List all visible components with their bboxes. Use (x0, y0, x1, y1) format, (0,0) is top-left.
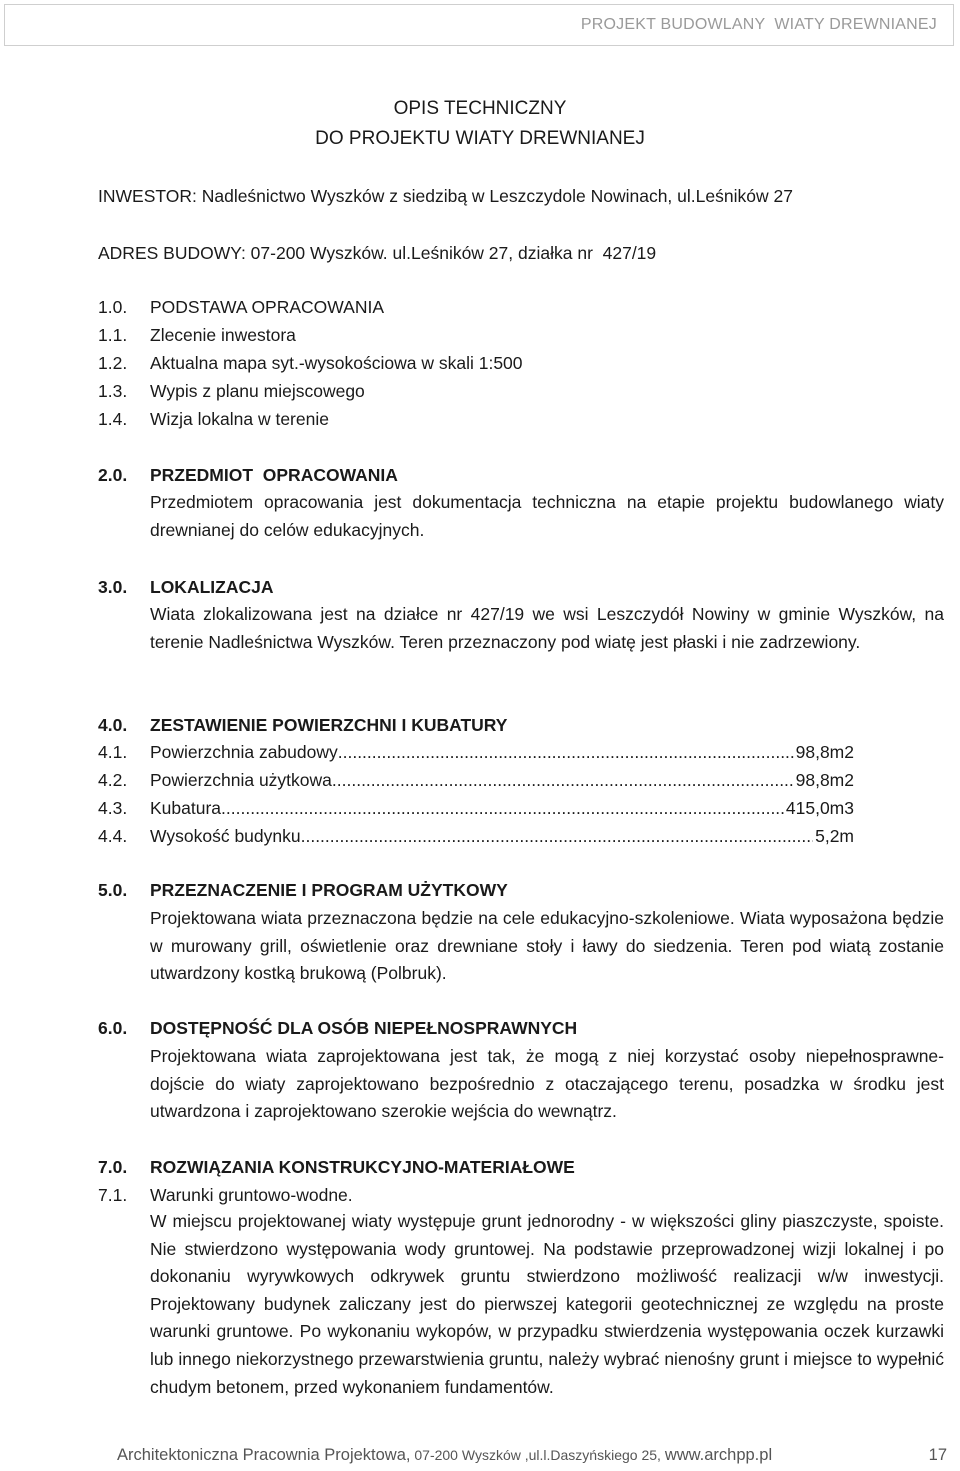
section3-text: Wiata zlokalizowana jest na działce nr 427/19 we wsi Leszczydół Nowiny w gminie Wyszków, na terenie Nadleśnictwa Wyszków. Teren przeznaczony pod wiatę jest płaski i nie zadrzewiony. (150, 604, 944, 652)
section7-text: W miejscu projektowanej wiaty występuje grunt jednorodny - w większości gliny piaszczyste, spoiste. Nie stwierdzono występowania wody gruntowej. Na podstawie przeprowadzonej wizji lokalnej i po dokonaniu wyrywkowych odkrywek gruntu stwierdzono możliwość realizacji w/w inwestycji. Projektowany budynek zaliczany jest do pierwszej kategorii geotechnicznej ze względu na proste warunki gruntowe. Po wykonaniu wykopów, w przypadku stwierdzenia występowania oczek kurzawki lub innego niekorzystnego przewarstwienia gruntu, należy wybrać nienośny grunt i miejsce to wypełnić chudym betonem, przed wykonaniem fundamentów. (150, 1211, 944, 1397)
section2-text: Przedmiotem opracowania jest dokumentacja techniczna na etapie projektu budowlanego wiaty drewnianej do celów edukacyjnych. (150, 492, 944, 540)
section6-text: Projektowana wiata zaprojektowana jest tak, że mogą z niej korzystać osoby niepełnosprawne- dojście do wiaty zaprojektowano bezpośrednio z otaczającego terenu, posadzka w środku jest utwardzona i zaprojektowano szerokie wejścia do wewnątrz. (150, 1046, 944, 1122)
section3-title: LOKALIZACJA (150, 577, 274, 597)
section6-number: 6.0. (98, 1018, 128, 1038)
header-title: PROJEKT BUDOWLANY WIATY DREWNIANEJ (580, 16, 937, 33)
leader-dots (221, 798, 784, 819)
area-row-number: 4.3. (98, 798, 128, 818)
area-row-label: Powierzchnia zabudowy (150, 742, 338, 762)
section7-body (150, 1208, 944, 1401)
doc-subtitle: DO PROJEKTU WIATY DREWNIANEJ (315, 128, 645, 149)
section6-title: DOSTĘPNOŚĆ DLA OSÓB NIEPEŁNOSPRAWNYCH (150, 1018, 578, 1038)
section5-number: 5.0. (98, 880, 128, 900)
area-row (150, 770, 854, 791)
section7-sub-number: 7.1. (98, 1185, 128, 1205)
footer-address: 07-200 Wyszków ,ul.l.Daszyńskiego 25, (410, 1447, 665, 1463)
section1-item-number: 1.4. (98, 409, 128, 429)
section4-number: 4.0. (98, 715, 128, 735)
page-footer (117, 1446, 947, 1465)
area-row-number: 4.1. (98, 742, 128, 762)
section5-body (150, 905, 944, 988)
area-row (150, 798, 854, 819)
section1-item: Aktualna mapa syt.-wysokościowa w skali 1:500 (150, 353, 523, 373)
area-row-label: Kubatura (150, 798, 222, 818)
area-row-value: 415,0m3 (785, 798, 854, 818)
section7-title: ROZWIĄZANIA KONSTRUKCYJNO-MATERIAŁOWE (150, 1157, 575, 1177)
page-number: 17 (928, 1446, 947, 1464)
section1-item: Zlecenie inwestora (150, 325, 296, 345)
section1-number: 1.0. (98, 297, 128, 317)
section1-item: Wypis z planu miejscowego (150, 381, 365, 401)
footer-website: www.archpp.pl (664, 1446, 773, 1464)
section7-sub-title: Warunki gruntowo-wodne. (150, 1185, 353, 1205)
area-row (150, 742, 854, 763)
footer-office: Architektoniczna Pracownia Projektowa, (117, 1446, 411, 1464)
section1-item-number: 1.2. (98, 353, 128, 373)
leader-dots (332, 770, 794, 791)
area-row-number: 4.2. (98, 770, 128, 790)
area-row-value: 5,2m (815, 826, 854, 846)
leader-dots (338, 742, 794, 763)
section5-text: Projektowana wiata przeznaczona będzie na cele edukacyjno-szkoleniowe. Wiata wyposażona będzie w murowany grill, oświetlenie oraz drewniane stoły i ławy do siedzenia. Teren pod wiatą zostanie utwardzony kostką brukową (Polbruk). (150, 908, 944, 984)
area-row-value: 98,8m2 (795, 770, 854, 790)
section1-item: Wizja lokalna w terenie (150, 409, 329, 429)
area-row (150, 826, 854, 847)
section3-body (150, 601, 944, 656)
section7-number: 7.0. (98, 1157, 128, 1177)
section1-item-number: 1.1. (98, 325, 128, 345)
area-row-label: Wysokość budynku (150, 826, 301, 846)
section2-body (150, 489, 944, 544)
area-row-number: 4.4. (98, 826, 128, 846)
address-line: ADRES BUDOWY: 07-200 Wyszków. ul.Leśników 27, działka nr 427/19 (98, 243, 657, 263)
leader-dots (301, 826, 813, 847)
section2-title: PRZEDMIOT OPRACOWANIA (150, 465, 398, 485)
area-row-value: 98,8m2 (795, 742, 854, 762)
section3-number: 3.0. (98, 577, 128, 597)
section2-number: 2.0. (98, 465, 128, 485)
section4-title: ZESTAWIENIE POWIERZCHNI I KUBATURY (150, 715, 508, 735)
doc-title: OPIS TECHNICZNY (393, 98, 567, 119)
page-header (4, 4, 954, 46)
section1-title: PODSTAWA OPRACOWANIA (150, 297, 385, 317)
investor-line: INWESTOR: Nadleśnictwo Wyszków z siedzibą w Leszczydole Nowinach, ul.Leśników 27 (98, 186, 793, 206)
area-row-label: Powierzchnia użytkowa (150, 770, 332, 790)
section5-title: PRZEZNACZENIE I PROGRAM UŻYTKOWY (150, 880, 508, 900)
section6-body (150, 1043, 944, 1126)
section1-item-number: 1.3. (98, 381, 128, 401)
